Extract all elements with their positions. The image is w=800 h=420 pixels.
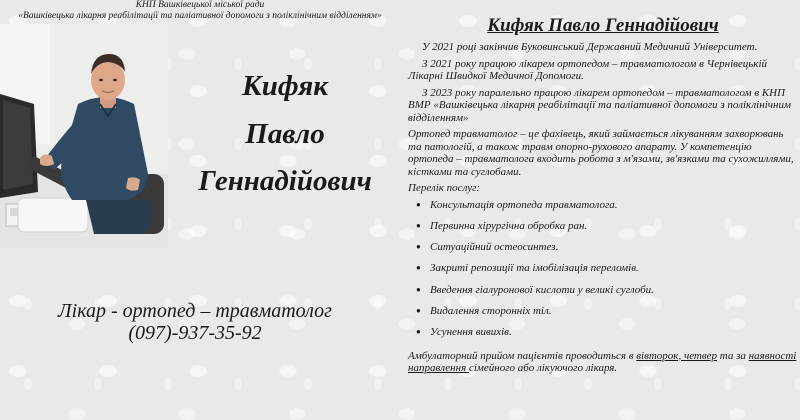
bio-paragraph: Ортопед травматолог – це фахівець, який займається лікуванням захворювань та патологій, а також травм опорно-рухового апарату. У компетенцію ортопеда – травматолога входить робота з м'язами, зв'язками та сухожиллями, кістками та суглобами. xyxy=(408,128,794,178)
service-item: ● Видалення сторонніх тіл. xyxy=(408,305,798,326)
doctor-phone: (097)-937-35-92 xyxy=(128,322,262,344)
service-item: ● Ситуаційний остеосинтез. xyxy=(408,241,798,262)
org-name-line1: КНП Вашківецької міської ради xyxy=(135,0,265,10)
schedule-prefix: Амбулаторний прийом пацієнтів проводиться в xyxy=(408,349,637,362)
schedule-note xyxy=(408,350,798,375)
doctor-role: Лікар - ортопед – травматолог xyxy=(58,300,332,322)
bio-paragraph: У 2021 році закінчив Буковинський Державний Медичний Університет. xyxy=(422,41,758,53)
service-item: ● Консультація ортопеда травматолога. xyxy=(408,199,798,220)
services-list xyxy=(408,199,798,348)
service-item: ● Закриті репозиції та імобілізація переломів. xyxy=(408,262,798,283)
services-heading: Перелік послуг: xyxy=(408,182,481,194)
schedule-referral: наявності направлення xyxy=(408,349,797,375)
service-item: ● Усунення вивихів. xyxy=(408,326,798,347)
doctor-name-patronymic: Геннадійович xyxy=(198,165,372,197)
bio-paragraph: З 2021 року працюю лікарем ортопедом – травматологом в Чернівецькій Лікарні Швидкої Медичної Допомоги. xyxy=(408,57,768,82)
bio-title: Кифяк Павло Геннадійович xyxy=(487,15,719,36)
schedule-middle: та за xyxy=(717,349,749,362)
bio-section xyxy=(408,14,798,375)
service-item: ● Первинна хірургічна обробка ран. xyxy=(408,220,798,241)
service-item: ● Введення гіалуронової кислоти у великі суглоби. xyxy=(408,284,798,305)
doctor-photo xyxy=(0,24,168,248)
org-name-line2: «Вашківецька лікарня реабілітації та паліативної допомоги з поліклінічним відділенням» xyxy=(18,11,382,21)
doctor-name-first: Павло xyxy=(245,118,325,150)
schedule-days: вівторок, четвер xyxy=(636,349,718,362)
bio-paragraph: З 2023 року паралельно працюю лікарем ортопедом – травматологом в КНП ВМР «Вашківецька лікарня реабілітації та паліативної допомоги з поліклінічним відділенням» xyxy=(408,86,791,124)
doctor-name-surname: Кифяк xyxy=(242,70,328,102)
schedule-suffix: сімейного або лікуючого лікаря. xyxy=(468,362,618,375)
